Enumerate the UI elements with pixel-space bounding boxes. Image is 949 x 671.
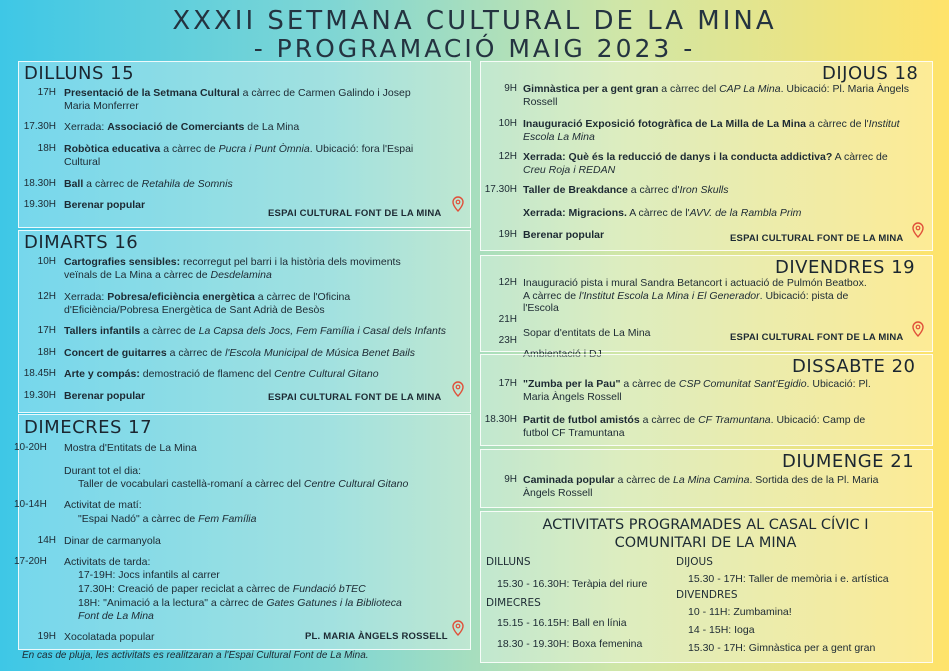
event-row: Taller de Breakdance a càrrec d'Iron Skulls: [523, 184, 729, 196]
event-row: "Zumba per la Pau" a càrrec de CSP Comunitat Sant'Egidio. Ubicació: Pl. Maria Àngels Rossell: [523, 378, 871, 403]
main-title: XXXII SETMANA CULTURAL DE LA MINA: [172, 6, 777, 36]
casal-item: 14 - 15H: Ioga: [688, 624, 755, 636]
event-row: Cartografies sensibles: recorregut pel barri i la història dels moviments veïnals de La Mina a càrrec de Desdelamina: [64, 256, 401, 281]
event-row: Xerrada: Pobresa/eficiència energètica a càrrec de l'Oficina d'Eficiència/Pobresa Energètica de Sant Adrià de Besòs: [64, 291, 351, 316]
casal-day-label: DILLUNS: [486, 556, 531, 568]
location-pin-icon: [452, 196, 464, 212]
day-title-monday: DILLUNS 15: [24, 63, 135, 84]
event-row: Partit de futbol amistós a càrrec de CF Tramuntana. Ubicació: Camp de futbol CF Tramuntana: [523, 414, 866, 439]
time: 17.30H: [23, 121, 56, 132]
event-row: Xerrada: Migracions. A càrrec de l'AVV. de la Rambla Prim: [523, 207, 802, 219]
time: 10H: [37, 256, 56, 267]
event-row: Gimnàstica per a gent gran a càrrec del CAP La Mina. Ubicació: Pl. Maria Àngels Rossell: [523, 83, 909, 108]
location-label: ESPAI CULTURAL FONT DE LA MINA: [730, 332, 904, 343]
event-row: Presentació de la Setmana Cultural a càrrec de Carmen Galindo i Josep Maria Monferrer: [64, 87, 411, 112]
time: 12H: [498, 277, 517, 288]
time: 19H: [498, 229, 517, 240]
casal-item: 15.30 - 17H: Taller de memòria i e. artística: [688, 573, 889, 585]
time: 17-20H: [14, 556, 47, 567]
rain-note: En cas de pluja, les activitats es realitzaran a l'Espai Cultural Font de La Mina.: [22, 650, 369, 661]
time: 23H: [498, 335, 517, 346]
time: 10-14H: [14, 499, 47, 510]
event-row: Caminada popular a càrrec de La Mina Camina. Sortida des de la Pl. Maria Àngels Rossell: [523, 474, 879, 499]
event-row: Robòtica educativa a càrrec de Pucra i Punt Òmnia. Ubicació: fora l'Espai Cultural: [64, 143, 414, 168]
time: 18.30H: [23, 178, 56, 189]
time: 12H: [498, 151, 517, 162]
event-row: Berenar popular: [64, 199, 146, 211]
location-label: PL. MARIA ÀNGELS ROSSELL: [305, 631, 448, 642]
casal-day-label: DIVENDRES: [676, 589, 738, 601]
location-label: ESPAI CULTURAL FONT DE LA MINA: [268, 392, 442, 403]
event-row: Inauguració pista i mural Sandra Betancort i actuació de Pulmón Beatbox. A càrrec de l'Institut Escola La Mina i El Generador. Ubicació: pista de l'Escola: [523, 277, 867, 314]
casal-title: ACTIVITATS PROGRAMADES AL CASAL CÍVIC I COMUNITARI DE LA MINA: [542, 517, 869, 551]
time: 17H: [498, 378, 517, 389]
event-row: 17-19H: Jocs infantils al carrer: [78, 569, 220, 581]
time: 21H: [498, 314, 517, 325]
time: 17.30H: [484, 184, 517, 195]
location-pin-icon: [912, 222, 924, 238]
event-row: Activitats de tarda:: [64, 556, 151, 568]
time: 10-20H: [14, 442, 47, 453]
event-row: Inauguració Exposició fotogràfica de La Milla de La Mina a càrrec de l'Institut Escola La Mina: [523, 118, 900, 143]
casal-item: 10 - 11H: Zumbamina!: [688, 606, 792, 618]
casal-item: 18.30 - 19.30H: Boxa femenina: [497, 638, 643, 650]
location-label: ESPAI CULTURAL FONT DE LA MINA: [730, 233, 904, 244]
event-row: Xocolatada popular: [64, 631, 155, 643]
event-row: Arte y compás: demostració de flamenc del Centre Cultural Gitano: [64, 368, 379, 380]
event-row: Tallers infantils a càrrec de La Capsa dels Jocs, Fem Família i Casal dels Infants: [64, 325, 447, 337]
day-title-thursday: DIJOUS 18: [822, 63, 919, 84]
casal-day-label: DIMECRES: [486, 597, 541, 609]
event-row: 18H: "Animació a la lectura" a càrrec de Gates Gatunes i la Biblioteca Font de La Mina: [78, 597, 402, 622]
time: 9H: [504, 474, 517, 485]
event-row: 17.30H: Creació de paper reciclat a càrrec de Fundació bTEC: [78, 583, 366, 595]
time: 10H: [498, 118, 517, 129]
day-title-saturday: DISSABTE 20: [792, 356, 916, 377]
time: 18H: [37, 143, 56, 154]
time: 17H: [37, 87, 56, 98]
time: 18.30H: [484, 414, 517, 425]
event-row: Concert de guitarres a càrrec de l'Escola Municipal de Música Benet Bails: [64, 347, 416, 359]
casal-item: 15.15 - 16.15H: Ball en línia: [497, 617, 627, 629]
event-row: Berenar popular: [523, 229, 605, 241]
casal-item: 15.30 - 17H: Gimnàstica per a gent gran: [688, 642, 876, 654]
event-row: Sopar d'entitats de La Mina: [523, 327, 651, 339]
event-row: Activitat de matí:: [64, 499, 142, 511]
time: 19H: [37, 631, 56, 642]
time: 18.45H: [23, 368, 56, 379]
time: 17H: [37, 325, 56, 336]
event-row: Dinar de carmanyola: [64, 535, 161, 547]
event-row: Xerrada: Què és la reducció de danys i la conducta addictiva? A càrrec de Creu Roja i REDAN: [523, 151, 888, 176]
time: 19.30H: [23, 390, 56, 401]
day-title-sunday: DIUMENGE 21: [782, 451, 915, 472]
event-row: "Espai Nadó" a càrrec de Fem Família: [78, 513, 257, 525]
day-title-friday: DIVENDRES 19: [775, 257, 916, 278]
event-row: Berenar popular: [64, 390, 146, 402]
event-row: Durant tot el dia:: [64, 465, 142, 477]
location-pin-icon: [452, 620, 464, 636]
casal-item: 15.30 - 16.30H: Teràpia del riure: [497, 578, 648, 590]
time: 18H: [37, 347, 56, 358]
time: 12H: [37, 291, 56, 302]
event-row: Xerrada: Associació de Comerciants de La Mina: [64, 121, 300, 133]
event-row: Ball a càrrec de Retahila de Somnis: [64, 178, 233, 190]
main-subtitle: - PROGRAMACIÓ MAIG 2023 -: [253, 34, 696, 63]
casal-day-label: DIJOUS: [676, 556, 713, 568]
time: 9H: [504, 83, 517, 94]
time: 14H: [37, 535, 56, 546]
time: 19.30H: [23, 199, 56, 210]
day-title-wednesday: DIMECRES 17: [24, 417, 153, 438]
day-title-tuesday: DIMARTS 16: [24, 232, 139, 253]
location-label: ESPAI CULTURAL FONT DE LA MINA: [268, 208, 442, 219]
location-pin-icon: [912, 321, 924, 337]
event-row: Ambientació i DJ: [523, 348, 602, 360]
event-row: Taller de vocabulari castellà-romaní a càrrec del Centre Cultural Gitano: [78, 478, 409, 490]
event-row: Mostra d'Entitats de La Mina: [64, 442, 197, 454]
location-pin-icon: [452, 381, 464, 397]
